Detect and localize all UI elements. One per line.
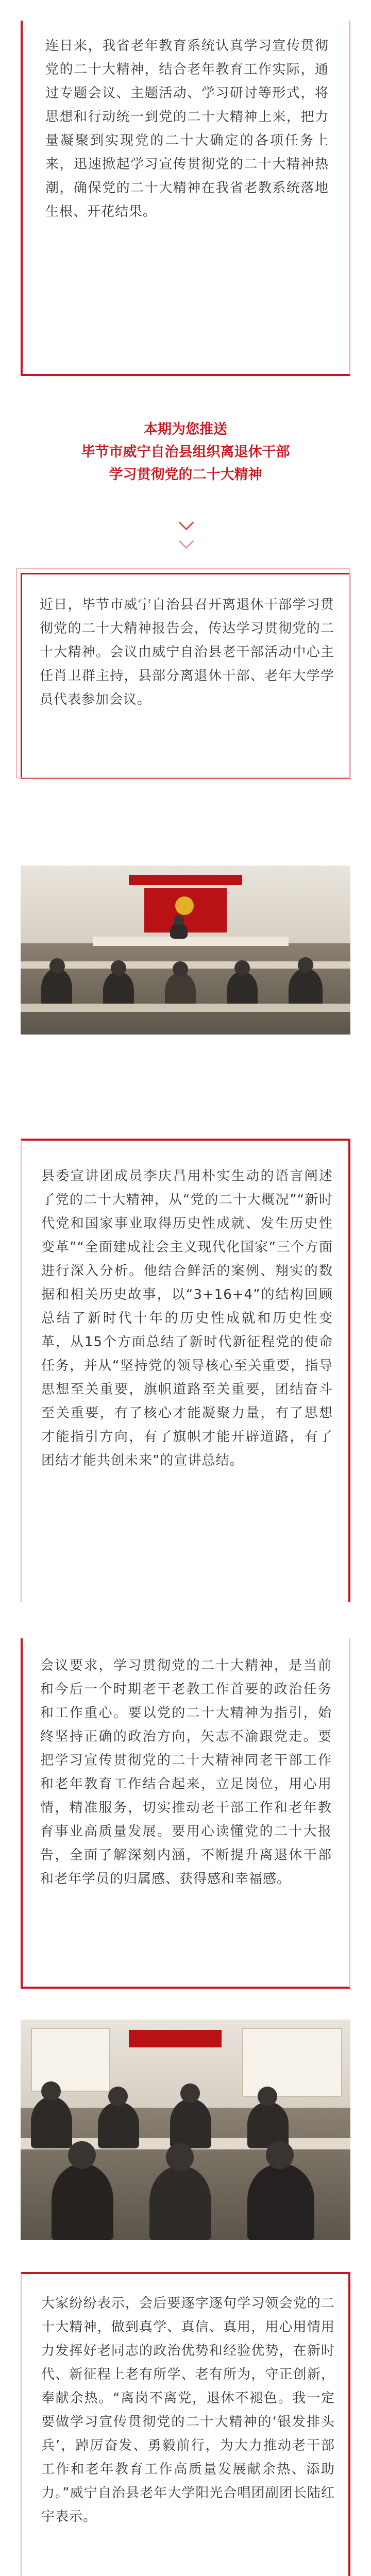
response-text-block <box>21 2272 350 2576</box>
intro-text-block <box>21 21 350 376</box>
chevron-down-icon <box>179 534 194 549</box>
intro-paragraph: 连日来，我省老年教育系统认真学习宣传贯彻党的二十大精神，结合老年教育工作实际，通过专题会议、主题活动、学习研讨等形式，将思想和行动统一到党的二十大精神上来，把力量凝聚到实现党的二十大确定的各项任务上来，迅速掀起学习宣传贯彻党的二十大精神热潮，确保党的二十大精神在我省老教系统落地生根、开花结果。 <box>45 38 329 219</box>
speech-text-block <box>21 1139 350 1602</box>
notice-label: 本期为您推送 <box>144 421 227 437</box>
chevron-down-icon <box>179 515 194 531</box>
meeting-photo-1 <box>21 866 350 1035</box>
requirement-paragraph: 会议要求，学习贯彻党的二十大精神，是当前和今后一个时期老干老教工作首要的政治任务和工作重心。要以党的二十大精神为指引，始终坚持正确的政治方向，矢志不渝跟党走。要把学习宣传贯彻党的二十大精神同老干部工作和老年教育工作结合起来，立足岗位，用心用情，精准服务，切实推动老干部工作和老年教育事业高质量发展。要用心读懂党的二十大报告，全面了解深刻内涵，不断提升离退休干部和老年学员的归属感、获得感和幸福感。 <box>40 1658 332 1887</box>
speech-paragraph: 县委宣讲团成员李庆昌用朴实生动的语言阐述了党的二十大精神，从“党的二十大概况”“新时代党和国家事业取得历史性成就、发生历史性变革”“全面建成社会主义现代化国家”三个方面进行深入分析。他结合鲜活的案例、翔实的数据和相关历史故事，以“3+16+4”的结构回顾总结了新时代十年的历史性成就和历史性变革，从15个方面总结了新时代新征程党的使命任务，并从“坚持党的领导核心至关重要，指导思想至关重要，旗帜道路至关重要，团结奋斗至关重要，有了核心才能凝聚力量，有了思想才能指引方向，有了旗帜才能开辟道路，有了团结才能共创未来”的宣讲总结。 <box>41 1168 333 1468</box>
response-paragraph: 大家纷纷表示，会后要逐字逐句学习领会党的二十大精神，做到真学、真信、真用，用心用情用力发挥好老同志的政治优势和经验优势，在新时代、新征程上老有所学、老有所为，守正创新，奉献余热。“离岗不离党，退休不褪色。我一定要做学习宣传贯彻党的二十大精神的‘银发排头兵’，踔厉奋发、勇毅前行，为大力推动老干部工作和老年教育工作高质量发展献余热、添助力。”威宁自治县老年大学阳光合唱团副团长陆红宇表示。 <box>41 2296 335 2524</box>
summary-text-block <box>21 573 350 779</box>
notice-title-line1: 毕节市威宁自治县组织离退休干部 <box>81 444 290 460</box>
notice-title-line2: 学习贯彻党的二十大精神 <box>109 467 262 483</box>
meeting-photo-2 <box>21 2020 350 2240</box>
requirement-text-block <box>21 1638 350 1989</box>
summary-paragraph: 近日，毕节市威宁自治县召开离退休干部学习贯彻党的二十大精神报告会，传达学习贯彻党的二十大精神。会议由威宁自治县老干部活动中心主任肖卫群主持，县部分离退休干部、老年大学学员代表参加会议。 <box>40 597 334 707</box>
